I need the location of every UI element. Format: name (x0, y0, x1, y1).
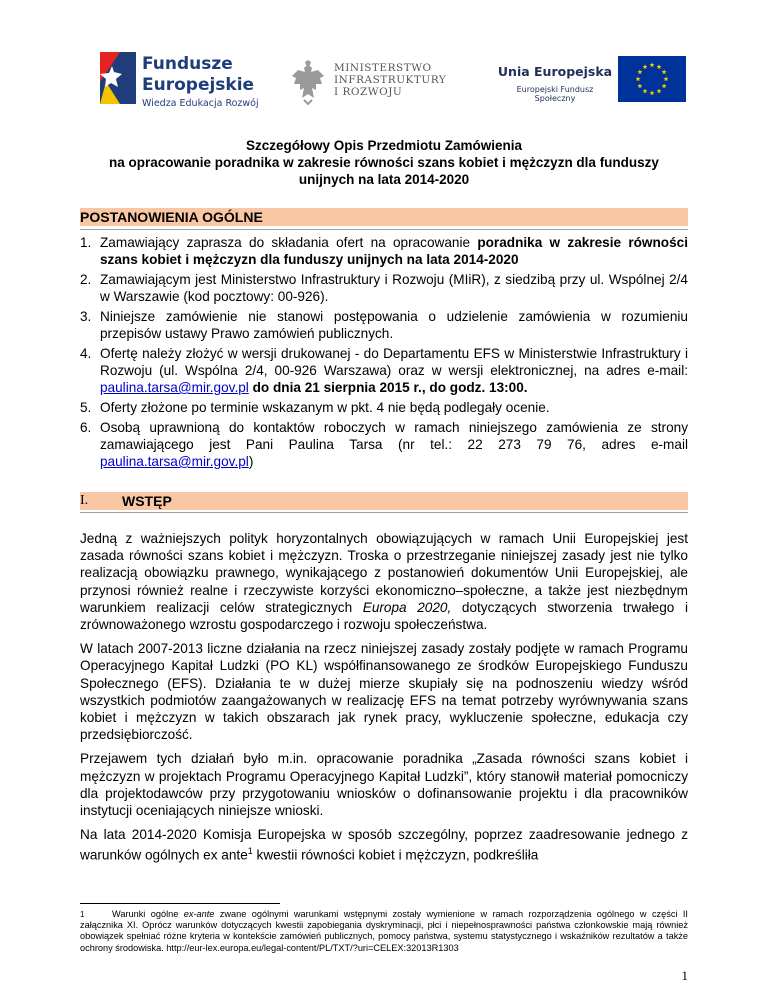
paragraph-text: dotyczących stworzenia trwałego i zrównoważonego wzrostu gospodarczego i rozwoju społeczeństwa. (80, 599, 688, 633)
list-bold: do dnia 21 sierpnia 2015 r., do godz. 13:00. (248, 380, 528, 395)
fe-line3: Wiedza Edukacja Rozwój (142, 98, 259, 109)
footnote-body: zwane ogólnymi warunkami wstępnymi zostały wymienione w ramach rozporządzenia ogólnego w części II załącznika XI. Oprócz warunków dotyczących kwestii zapobiegania dyskryminacji, płci i niepełnosprawności państwa członkowskie mają również obowiązek spełniać różne kryteria w kontekście zamówień publicznych, pomocy państwa, systemu statystycznego i wskaźników rezultatów a także ochrony środowiska. http://eur-lex.europa.eu/legal-content/PL/TXT/?uri=CELEX:32013R1303 (80, 909, 688, 953)
paragraph (80, 826, 688, 864)
ministry-line1: MINISTERSTWO (334, 62, 432, 74)
email-link[interactable]: paulina.tarsa@mir.gov.pl (100, 454, 249, 469)
footnote-pre: Warunki ogólne (112, 909, 184, 919)
fe-flag-icon (100, 52, 136, 104)
list-bold: poradnika w zakresie równości szans kobiet i mężczyzn dla funduszy unijnych na lata 2014-2020 (100, 235, 689, 267)
footnote-italic: ex-ante (183, 909, 215, 919)
email-link[interactable]: paulina.tarsa@mir.gov.pl (100, 380, 249, 395)
fundusze-europejskie-logo (96, 50, 266, 110)
paragraph-text: Na lata 2014-2020 Komisja Europejska w sposób szczególny, poprzez zaadresowanie jednego z warunków ogólnych ex ante (80, 827, 688, 863)
section-heading-intro (80, 492, 688, 510)
paragraph: W latach 2007-2013 liczne działania na rzecz niniejszej zasady zostały podjęte w ramach Programu Operacyjnego Kapitał Ludzki (PO KL) współfinansowanego ze środków Europejskiego Funduszu Społecznego (EFS). Działania te w dużej mierze skupiały się na podnoszeniu wiedzy wśród wszystkich podmiotów zaangażowanych w realizację EFS na temat potrzeby wyrównywania szans kobiet i mężczyzn w takich obszarach jak rynek pracy, wykluczenie społeczne, edukacja czy przedsiębiorczość. (80, 641, 688, 743)
footnote-text (80, 909, 688, 954)
list-text: Ofertę należy złożyć w wersji drukowanej - do Departamentu EFS w Ministerstwie Infrastruktury i Rozwoju (ul. Wspólna 2/4, 00-926 Warszawa) oraz w wersji elektronicznej, na adres e-mail: (100, 346, 688, 378)
general-provisions-list (80, 234, 688, 473)
list-number: 6. (80, 420, 92, 435)
list-number: 4. (80, 346, 92, 361)
paragraph-text: Jedną z ważniejszych polityk horyzontalnych obowiązujących w ramach Unii Europejskiej jest zasada równości szans kobiet i mężczyzn. Troska o przestrzeganie niniejszej zasady jest nie tylko realizacją obowiązku prawnego, wynikającego z postanowień dokumentów Unii Europejskiej, ale przynosi również realne i rzeczywiste korzyści ekonomiczno–społeczne, a także jest niezbędnym warunkiem realizacji celów strategicznych (80, 531, 688, 615)
list-number: 1. (80, 235, 92, 250)
list-text: Zamawiający zaprasza do składania ofert na opracowanie (100, 235, 478, 250)
title-line2: na opracowanie poradnika w zakresie równości szans kobiet i mężczyzn dla funduszy (109, 155, 659, 170)
eu-line2: Europejski Fundusz Społeczny (516, 85, 594, 103)
fe-line2: Europejskie (142, 75, 255, 95)
ministry-name (334, 62, 446, 98)
list-text-end: ) (248, 454, 254, 469)
footnote-ref[interactable]: 1 (247, 846, 253, 857)
footnote (80, 909, 688, 954)
intro-body (80, 530, 688, 871)
footnote-separator (80, 903, 280, 904)
paragraph: Przejawem tych działań było m.in. opracowanie poradnika „Zasada równości szans kobiet i mężczyzn w projektach Programu Operacyjnego Kapitał Ludzki”, który stanowił materiał pomocniczy dla projektodawców przy przygotowaniu wniosków o dofinansowanie projektu i dla pracowników instytucji oceniających niniejsze wnioski. (80, 751, 688, 819)
section-divider (80, 512, 688, 513)
document-title (80, 137, 688, 188)
ministry-line2: INFRASTRUKTURY (334, 74, 447, 86)
paragraph-italic: Europa 2020, (362, 599, 452, 615)
eu-text (496, 64, 614, 103)
section-heading-text: WSTĘP (122, 493, 172, 509)
list-text: Oferty złożone po terminie wskazanym w pkt. 4 nie będą podlegały ocenie. (100, 400, 550, 415)
list-item (80, 308, 688, 342)
paragraph-text: kwestii równości kobiet i mężczyzn, podkreśliła (252, 847, 539, 863)
list-text: Niniejsze zamówienie nie stanowi postępowania o udzielenie zamówienia w rozumieniu przepisów ustawy Prawo zamówień publicznych. (100, 309, 688, 341)
list-item (80, 234, 688, 268)
list-number: 5. (80, 400, 92, 415)
list-text: Osobą uprawnioną do kontaktów roboczych w ramach niniejszego zamówienia ze strony zamawiającego jest Pani Paulina Tarsa (nr tel.: 22 273 79 76, adres e-mail (100, 420, 688, 452)
footnote-mark: 1 (80, 910, 85, 919)
section-number: I. (80, 493, 89, 508)
ministry-line3: I ROZWOJU (334, 86, 403, 98)
list-number: 3. (80, 309, 92, 324)
list-item (80, 345, 688, 396)
section-heading-general (80, 208, 688, 226)
eagle-emblem-icon (290, 60, 326, 106)
section-heading-text: POSTANOWIENIA OGÓLNE (80, 209, 263, 225)
logo-bar (96, 44, 688, 116)
list-item (80, 419, 688, 470)
fe-line1: Fundusze (142, 54, 233, 74)
paragraph (80, 530, 688, 633)
ministry-logo (290, 60, 460, 110)
list-text: Zamawiającym jest Ministerstwo Infrastruktury i Rozwoju (MIiR), z siedzibą przy ul. Wspólnej 2/4 w Warszawie (kod pocztowy: 00-926). (100, 272, 688, 304)
title-line1: Szczegółowy Opis Przedmiotu Zamówienia (245, 138, 523, 153)
eu-flag-icon (618, 56, 686, 102)
list-number: 2. (80, 272, 92, 287)
eu-line1: Unia Europejska (497, 64, 613, 79)
title-line3: unijnych na lata 2014-2020 (298, 172, 470, 187)
list-item (80, 399, 688, 416)
list-item (80, 271, 688, 305)
page-number: 1 (681, 968, 688, 983)
section-divider (80, 229, 688, 230)
